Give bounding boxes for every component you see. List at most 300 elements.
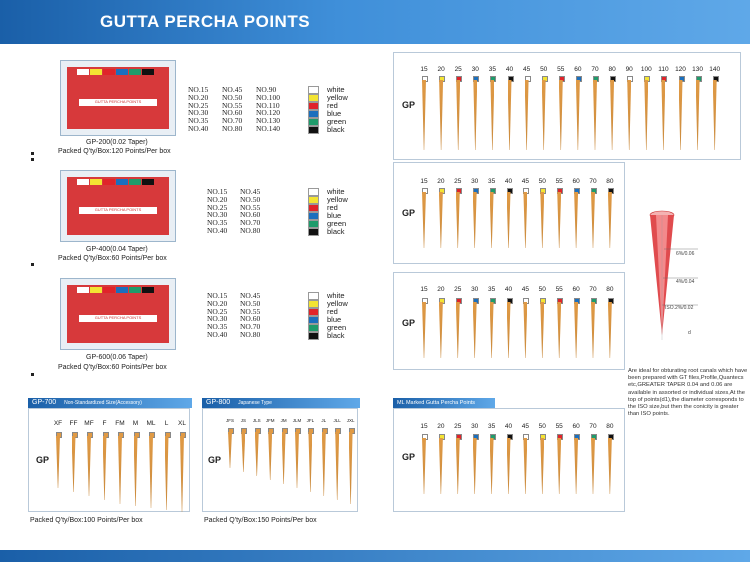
color-legend	[308, 188, 348, 236]
gutta-percha-point	[542, 76, 546, 150]
legend-label: black	[327, 125, 345, 135]
point-body	[456, 80, 460, 150]
gutta-percha-point	[490, 188, 494, 248]
size-number: 70	[589, 286, 597, 293]
bullet	[31, 152, 34, 155]
size-number: F	[102, 420, 107, 427]
gutta-percha-point	[574, 434, 578, 494]
color-swatch	[308, 86, 319, 94]
cap-color	[90, 287, 102, 293]
product-box-image	[60, 60, 176, 136]
size-item: NO.70	[240, 218, 261, 228]
point-body	[134, 436, 138, 506]
size-number: JS	[240, 418, 247, 423]
gutta-percha-point	[56, 432, 60, 488]
size-number: JM	[280, 418, 287, 423]
gutta-percha-point	[523, 188, 527, 248]
size-number: 55	[555, 423, 563, 430]
point-body	[422, 438, 426, 494]
cap-color	[116, 287, 128, 293]
gutta-percha-point	[295, 428, 299, 488]
gutta-percha-point	[180, 432, 184, 512]
gutta-percha-point	[696, 76, 700, 150]
description-text: Are ideal for obturating root canals which have been prepared with GT files,Profile,Quantecs etc,GREATER TAPER 0.04 and 0.06 are available in assorted or individual sizes,At the top of points(d1),the diameter corresponds to the ISO size,but then the conicity is greater than ISO points.	[628, 368, 748, 418]
size-number: 15	[420, 66, 428, 73]
gutta-percha-point	[557, 434, 561, 494]
gp-label: GP	[36, 455, 50, 465]
gutta-percha-point	[591, 298, 595, 358]
size-number: 25	[454, 66, 462, 73]
size-number: 40	[505, 66, 514, 73]
point-body	[72, 436, 76, 492]
point-body	[118, 436, 122, 504]
size-item: NO.50	[240, 194, 261, 204]
size-number: 15	[420, 286, 428, 293]
size-number: 50	[540, 66, 548, 73]
size-list	[240, 188, 260, 235]
size-number: 55	[557, 66, 565, 73]
point-body	[241, 432, 245, 472]
size-number: 50	[538, 286, 546, 293]
size-number: L	[164, 420, 169, 427]
gutta-percha-point	[322, 428, 326, 496]
point-body	[473, 438, 477, 494]
legend-item	[308, 126, 348, 134]
color-swatch	[308, 94, 319, 102]
size-number: 20	[437, 286, 445, 293]
size-number: JLL	[333, 418, 341, 423]
legend-item	[308, 332, 348, 340]
size-number: 130	[692, 66, 704, 73]
size-number: 45	[521, 286, 530, 293]
panel-title: ML Marked Gutta Percha Points	[397, 400, 476, 406]
panel-subtitle: Non-Standardized Size(Accessory)	[64, 400, 142, 406]
size-number: JFS	[225, 418, 235, 423]
point-body	[591, 438, 595, 494]
gutta-percha-point	[593, 76, 597, 150]
color-swatch	[308, 308, 319, 316]
cap-color	[103, 69, 115, 75]
size-item: NO.55	[240, 202, 261, 212]
point-body	[490, 438, 494, 494]
size-number: 45	[521, 423, 530, 430]
size-item: NO.25	[207, 306, 228, 316]
taper-label: d	[688, 330, 691, 336]
cap-color	[142, 69, 154, 75]
point-body	[322, 432, 326, 496]
size-number: 55	[555, 178, 563, 185]
bullet	[31, 263, 34, 266]
size-number: 35	[488, 66, 497, 73]
color-swatch	[308, 316, 319, 324]
point-body	[180, 436, 184, 512]
point-body	[593, 80, 597, 150]
gutta-percha-point	[118, 432, 122, 504]
packing-info: Packed Q'ty/Box:100 Points/Per box	[30, 517, 143, 524]
gutta-percha-point	[507, 434, 511, 494]
size-number: 35	[487, 286, 496, 293]
gp-label: GP	[402, 208, 416, 218]
size-number: ML	[146, 420, 156, 427]
gutta-percha-point	[241, 428, 245, 472]
point-body	[591, 302, 595, 358]
size-number: 80	[606, 178, 614, 185]
size-number: 20	[437, 423, 445, 430]
size-item: NO.15	[188, 85, 209, 94]
cap-color	[77, 179, 89, 185]
gutta-percha-point	[439, 188, 443, 248]
gutta-percha-point	[228, 428, 232, 468]
panel-title: GP-800	[206, 399, 231, 406]
chart-panel-gp200	[393, 52, 741, 160]
gutta-percha-point	[335, 428, 339, 500]
size-item: NO.35	[207, 322, 228, 332]
cap-color	[129, 287, 141, 293]
point-body	[540, 192, 544, 248]
legend-item	[308, 228, 348, 236]
gutta-percha-point	[165, 432, 169, 510]
size-number: JLS	[252, 418, 261, 423]
size-item: NO.30	[207, 314, 228, 324]
size-item: NO.140	[256, 123, 280, 133]
panel-title-gp800	[202, 398, 360, 408]
point-body	[349, 432, 353, 504]
color-swatch	[308, 118, 319, 126]
gutta-percha-point	[608, 298, 612, 358]
size-item: NO.30	[207, 210, 228, 220]
point-body	[149, 436, 153, 508]
panel-title-gp700	[28, 398, 192, 408]
point-body	[422, 192, 426, 248]
cap-color	[116, 179, 128, 185]
gp-label: GP	[402, 100, 416, 110]
box-label: GUTTA PERCHA POINTS	[79, 207, 157, 214]
point-body	[542, 80, 546, 150]
cap-color	[116, 69, 128, 75]
point-body	[661, 80, 665, 150]
point-body	[608, 438, 612, 494]
point-body	[644, 80, 648, 150]
panel-title-ml	[393, 398, 495, 408]
cap-color	[142, 179, 154, 185]
size-list	[240, 292, 260, 339]
gutta-percha-point	[473, 188, 477, 248]
size-number: 45	[522, 66, 531, 73]
page-title: GUTTA PERCHA POINTS	[100, 12, 311, 31]
point-body	[507, 438, 511, 494]
size-number: JFL	[306, 418, 315, 423]
gutta-percha-point	[608, 434, 612, 494]
gutta-percha-point	[540, 434, 544, 494]
cap-color	[103, 287, 115, 293]
packing-info: Packed Q'ty/Box:60 Points/Per box	[58, 364, 167, 371]
size-number: 50	[538, 178, 546, 185]
size-number: 60	[572, 178, 580, 185]
size-item: NO.15	[207, 291, 228, 300]
size-number: 70	[591, 66, 599, 73]
color-swatch	[308, 196, 319, 204]
size-item: NO.40	[207, 225, 228, 235]
size-number: 30	[471, 286, 479, 293]
gutta-percha-point	[559, 76, 563, 150]
legend-label: blue	[327, 315, 342, 325]
gutta-percha-point	[134, 432, 138, 506]
cap-color	[77, 287, 89, 293]
size-item: NO.40	[188, 123, 209, 133]
gp-label: GP	[402, 452, 416, 462]
size-number: 70	[589, 178, 597, 185]
taper-label: 4%/0.04	[676, 279, 695, 285]
size-number: XL	[178, 420, 186, 427]
point-body	[473, 192, 477, 248]
size-item: NO.80	[240, 329, 261, 339]
size-item: NO.25	[207, 202, 228, 212]
size-item: NO.40	[207, 329, 228, 339]
gutta-percha-point	[490, 76, 494, 150]
size-number: 20	[437, 178, 445, 185]
product-box-image	[60, 278, 176, 350]
size-number: 60	[572, 423, 580, 430]
color-legend	[308, 86, 348, 134]
size-item: NO.60	[240, 314, 261, 324]
gutta-percha-point	[525, 76, 529, 150]
legend-label: green	[327, 323, 347, 333]
product-name: GP-400(0.04 Taper)	[86, 246, 148, 253]
bullet	[31, 373, 34, 376]
point-body	[422, 302, 426, 358]
gutta-percha-point	[268, 428, 272, 480]
gutta-percha-point	[439, 298, 443, 358]
size-item: NO.70	[240, 322, 261, 332]
legend-label: green	[327, 117, 347, 127]
size-number: 15	[420, 423, 428, 430]
gutta-percha-point	[508, 76, 512, 150]
gutta-percha-point	[679, 76, 683, 150]
color-swatch	[308, 332, 319, 340]
legend-label: white	[327, 187, 345, 196]
color-swatch	[308, 188, 319, 196]
gutta-percha-point	[591, 188, 595, 248]
point-body	[282, 432, 286, 484]
gutta-percha-point	[473, 76, 477, 150]
size-number: 140	[709, 66, 721, 73]
gutta-percha-point	[644, 76, 648, 150]
size-number: XF	[53, 420, 63, 427]
gutta-percha-point	[540, 298, 544, 358]
point-body	[490, 192, 494, 248]
product-box-image	[60, 170, 176, 242]
point-body	[456, 192, 460, 248]
taper-label: ISO.2%/0.02	[665, 305, 694, 311]
legend-label: red	[327, 101, 338, 111]
size-list	[256, 86, 280, 133]
taper-diagram	[640, 205, 720, 350]
point-body	[540, 302, 544, 358]
panel-title: GP-700	[32, 399, 57, 406]
size-list	[188, 86, 208, 133]
point-body	[557, 192, 561, 248]
gutta-percha-point	[507, 298, 511, 358]
size-number: 35	[487, 423, 496, 430]
point-body	[473, 302, 477, 358]
point-body	[540, 438, 544, 494]
size-item: NO.60	[222, 108, 243, 118]
gutta-percha-point	[523, 434, 527, 494]
point-body	[574, 438, 578, 494]
gutta-percha-point	[422, 434, 426, 494]
product-name: GP-600(0.06 Taper)	[86, 354, 148, 361]
size-number: JXL	[346, 418, 355, 423]
size-item: NO.50	[222, 92, 243, 102]
size-number: 40	[504, 423, 513, 430]
size-item: NO.20	[207, 194, 228, 204]
point-body	[713, 80, 717, 150]
packing-info: Packed Q'ty/Box:60 Points/Per box	[58, 255, 167, 262]
point-body	[473, 80, 477, 150]
size-number: 25	[454, 286, 462, 293]
gutta-percha-point	[456, 76, 460, 150]
point-body	[557, 438, 561, 494]
gutta-percha-point	[557, 298, 561, 358]
size-number: 60	[572, 286, 580, 293]
size-item: NO.45	[222, 85, 243, 94]
gutta-percha-point	[473, 298, 477, 358]
point-body	[679, 80, 683, 150]
gutta-percha-point	[282, 428, 286, 484]
size-number: 45	[521, 178, 530, 185]
cap-color	[77, 69, 89, 75]
size-item: NO.50	[240, 298, 261, 308]
point-body	[608, 302, 612, 358]
size-number: 60	[574, 66, 582, 73]
gutta-percha-point	[439, 76, 443, 150]
legend-label: white	[327, 291, 345, 300]
point-body	[591, 192, 595, 248]
point-body	[439, 192, 443, 248]
size-number: 35	[487, 178, 496, 185]
size-number: 70	[589, 423, 597, 430]
gutta-percha-point	[456, 298, 460, 358]
legend-label: black	[327, 331, 345, 341]
gutta-percha-point	[103, 432, 107, 500]
gutta-percha-point	[713, 76, 717, 150]
point-body	[574, 192, 578, 248]
size-item: NO.20	[188, 92, 209, 102]
size-item: NO.80	[240, 225, 261, 235]
size-number: 30	[471, 66, 479, 73]
legend-label: red	[327, 203, 338, 213]
size-number: 25	[454, 423, 462, 430]
gutta-percha-point	[149, 432, 153, 508]
point-body	[295, 432, 299, 488]
size-item: NO.45	[240, 291, 261, 300]
footer-bar	[0, 550, 750, 562]
gutta-percha-point	[456, 434, 460, 494]
gutta-percha-point	[574, 188, 578, 248]
product-name: GP-200(0.02 Taper)	[86, 139, 148, 146]
size-list	[207, 292, 227, 339]
legend-label: yellow	[327, 299, 348, 309]
gutta-percha-point	[490, 298, 494, 358]
gutta-percha-point	[557, 188, 561, 248]
size-number: 40	[504, 178, 513, 185]
size-number: 50	[538, 423, 546, 430]
point-body	[696, 80, 700, 150]
size-item: NO.30	[188, 108, 209, 118]
size-item: NO.110	[256, 100, 280, 110]
point-body	[456, 302, 460, 358]
box-label: GUTTA PERCHA POINTS	[79, 315, 157, 322]
size-list	[222, 86, 242, 133]
size-item: NO.45	[240, 187, 261, 196]
size-item: NO.35	[207, 218, 228, 228]
legend-label: blue	[327, 211, 342, 221]
gutta-percha-point	[439, 434, 443, 494]
gutta-percha-point	[422, 188, 426, 248]
size-number: 30	[471, 423, 479, 430]
cap-color	[142, 287, 154, 293]
gutta-percha-point	[576, 76, 580, 150]
gutta-percha-point	[349, 428, 353, 504]
color-legend	[308, 292, 348, 340]
point-body	[87, 436, 91, 496]
size-item: NO.100	[256, 92, 280, 102]
size-number: 110	[658, 66, 669, 73]
size-number: 90	[625, 66, 633, 73]
legend-label: white	[327, 85, 345, 94]
point-body	[523, 438, 527, 494]
point-body	[610, 80, 614, 150]
color-swatch	[308, 126, 319, 134]
gutta-percha-point	[661, 76, 665, 150]
panel-subtitle: Japanese Type	[238, 400, 272, 406]
size-item: NO.60	[240, 210, 261, 220]
color-swatch	[308, 220, 319, 228]
size-number: 80	[606, 423, 614, 430]
point-body	[490, 80, 494, 150]
cap-color	[90, 69, 102, 75]
gutta-percha-point	[255, 428, 259, 476]
size-item: NO.55	[240, 306, 261, 316]
bullet	[31, 158, 34, 161]
point-body	[56, 436, 60, 488]
size-item: NO.130	[256, 116, 280, 126]
point-body	[439, 438, 443, 494]
color-swatch	[308, 102, 319, 110]
point-body	[574, 302, 578, 358]
point-body	[508, 80, 512, 150]
cap-color	[90, 179, 102, 185]
point-body	[523, 302, 527, 358]
point-body	[507, 302, 511, 358]
point-body	[525, 80, 529, 150]
gutta-percha-point	[591, 434, 595, 494]
point-body	[439, 80, 443, 150]
color-swatch	[308, 212, 319, 220]
cap-color	[129, 179, 141, 185]
point-body	[335, 432, 339, 500]
point-body	[608, 192, 612, 248]
gutta-percha-point	[422, 76, 426, 150]
legend-label: yellow	[327, 93, 348, 103]
cap-color	[129, 69, 141, 75]
gp-label: GP	[402, 318, 416, 328]
size-number: JFM	[265, 418, 275, 423]
size-item: NO.55	[222, 100, 243, 110]
legend-label: blue	[327, 109, 342, 119]
size-item: NO.15	[207, 187, 228, 196]
taper-label: 6%/0.06	[676, 251, 695, 257]
